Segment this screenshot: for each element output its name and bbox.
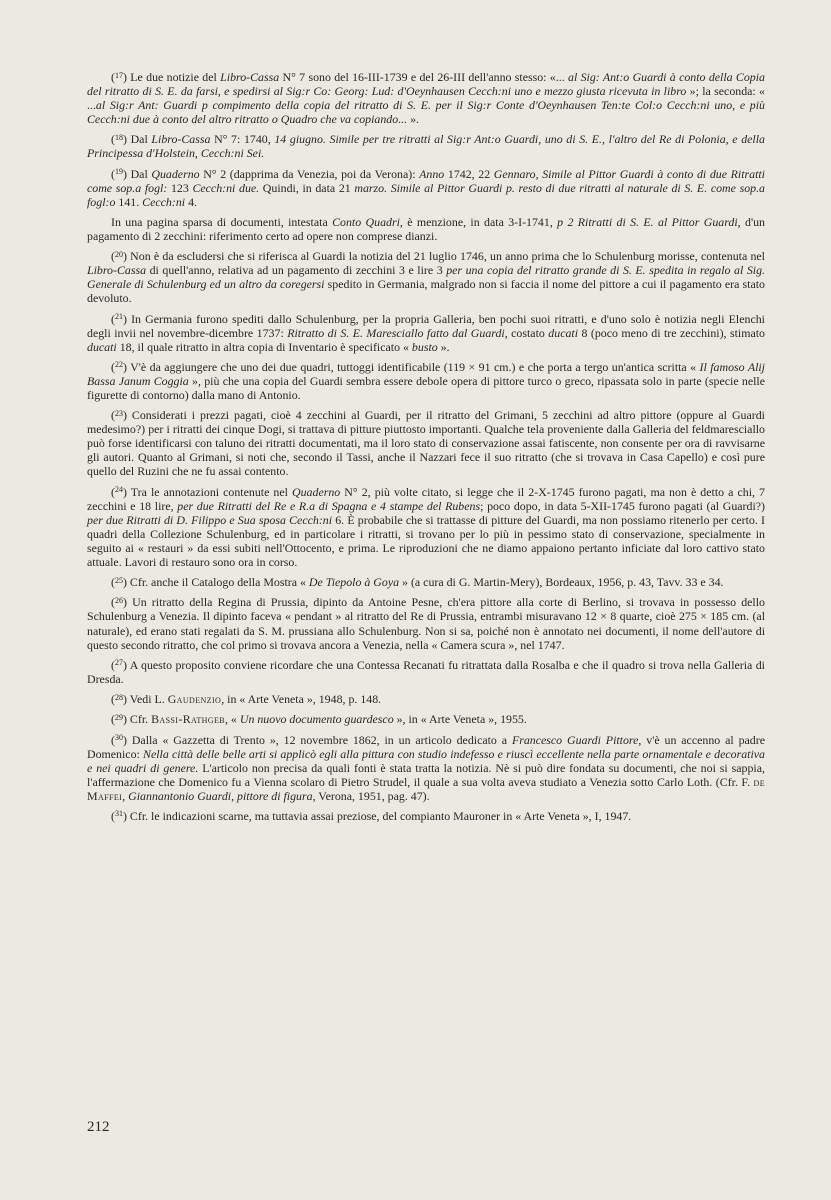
italic-text: Anno xyxy=(419,166,445,181)
note-text: di quell'anno, relativa ad un pagamento di zecchini 3 e lire 3 xyxy=(146,263,447,278)
note-text: Un ritratto della Regina di Prussia, dipinto da Antoine Pesne, ch'era pittore alla corte di Berlino, si trovava in possesso dello Schulenburg a Venezia. Il dipinto faceva « pendant » al ritratto del Re di Prussia, entrambi misuravano 12 × 8 quarte, cioè 275 × 185 cm. (al naturale), ed erano stati regalati da S. M. prussiana allo Schulenburg. Non si sa, poiché non è annotato nei documenti, il nome dell'autore di questo secondo ritratto, che col primo si trovava ancora a Venezia, nella « Camera scura », nel 1747. xyxy=(87,595,765,652)
italic-text: 14 giugno. Simile per tre ritratti al Sig:r Ant:o Guardi, uno di S. E., l'altro del Re di Polonia, e della Principessa d'Holstein, Cecch:ni Sei. xyxy=(87,132,765,161)
footnote xyxy=(87,249,765,305)
note-text: 4. xyxy=(185,194,197,209)
footnote xyxy=(87,408,765,478)
note-text: N° 2 (dapprima da Venezia, poi da Verona): xyxy=(199,166,420,181)
footnote xyxy=(87,485,765,569)
note-text: , « xyxy=(224,712,240,727)
footnotes-section xyxy=(87,70,765,829)
italic-text: Francesco Guardi Pittore xyxy=(511,732,639,747)
footnote-number: ( $^{23}$ ) xyxy=(111,409,127,418)
footnote-number: ( $^{19}$ ) xyxy=(111,167,127,176)
note-text: , in « Arte Veneta », 1948, p. 148. xyxy=(221,692,382,707)
note-text: N° 7 sono del 16-III-1739 e del 26-III dell'anno stesso: «... xyxy=(279,70,568,84)
footnote xyxy=(87,733,765,803)
italic-text: Cecch:ni due. xyxy=(192,180,260,195)
italic-text: ducati xyxy=(548,325,579,340)
note-text: spedito in Germania, malgrado non si faccia il nome del pittore a cui il pagamento era stato devoluto. xyxy=(87,277,765,306)
note-text: » (a cura di G. Martin-Mery), Bordeaux, 1956, p. 43, Tavv. 33 e 34. xyxy=(399,575,724,590)
note-text: , d'un pagamento di 2 zecchini: riferimento certo ad opere non comprese dianzi. xyxy=(87,214,765,244)
footnote-number: ( $^{25}$ ) xyxy=(111,576,127,585)
italic-text: per due Ritratti di D. Filippo e Sua sposa Cecch:ni xyxy=(87,512,333,527)
italic-text: Ritratto di S. E. Maresciallo fatto dal Guardi xyxy=(287,325,505,340)
note-text: 141. xyxy=(115,194,143,209)
note-text: A questo proposito conviene ricordare che una Contessa Recanati fu ritrattata dalla Rosalba e che il quadro si trova nella Galleria di Dresda. xyxy=(87,657,765,686)
footnote-number: ( $^{29}$ ) xyxy=(111,713,127,722)
italic-text: Libro-Cassa xyxy=(87,263,147,278)
note-text: ». xyxy=(407,112,420,127)
page-number: 212 xyxy=(87,1119,110,1135)
italic-text: al Sig:r Ant: Guardi p compimento della copia del ritratto di S. E. per il Sig:r Conte d'Oeynhausen Ten:te Col:o Cecch:ni uno, e più Cecch:ni due à conto del altro ritratto o Quadro che va copiando... xyxy=(87,98,765,127)
note-text: , v'è un accenno al padre Domenico: xyxy=(87,732,765,761)
note-text: Non è da escludersi che si riferisca al Guardi la notizia del 21 luglio 1746, un anno prima che lo Schulenburg morisse, contenuta nel xyxy=(130,249,765,264)
footnote xyxy=(87,658,765,686)
note-text: In Germania furono spediti dallo Schulenburg, per la propria Galleria, ben pochi suoi ritratti, e d'uno solo è notizia negli Elenchi degli invii nel novembre-dicembre 1737: xyxy=(87,311,765,340)
footnote xyxy=(87,712,765,726)
note-text: », in « Arte Veneta », 1955. xyxy=(393,712,527,727)
note-text: 18, il quale ritratto in altra copia di Inventario è specificato « xyxy=(116,339,412,354)
footnote xyxy=(87,132,765,160)
italic-text: Giannantonio Guardi, pittore di figura xyxy=(128,788,313,803)
footnote-number: ( $^{20}$ ) xyxy=(111,250,127,259)
author-name: Gaudenzio xyxy=(167,692,222,707)
note-text: Dal xyxy=(130,132,152,147)
italic-text: Il famoso Alij Bassa Janum Coggia xyxy=(87,359,765,389)
note-text: 123 xyxy=(167,180,193,195)
italic-text: busto xyxy=(411,339,438,354)
footnote-number: ( $^{26}$ ) xyxy=(111,596,127,605)
note-text: ; poco dopo, in data 5-XII-1745 furono pagati (al Guardi?) xyxy=(480,498,765,513)
author-name: de Maffei xyxy=(87,774,765,803)
italic-text: Libro-Cassa xyxy=(220,70,280,84)
note-text: Quindi, in data 21 xyxy=(259,180,355,195)
note-text: 6. È probabile che si trattasse di pitture del Guardi, ma non possiamo ritenerlo per certo. I quadri della Collezione Schulenburg, ed in particolare i ritratti, si trovano per lo più in pessimo stato di conservazione, specialmente in seguito ai « restauri » da essi subiti nell'Ottocento, e prima. Le riproduzioni che ne diamo appaiono pertanto inficiate dal loro cattivo stato attuale. Lavori di restauro sono ora in corso. xyxy=(87,512,765,569)
italic-text: per una copia del ritratto grande di S. E. spedita in regalo al Sig. Generale di Schulenburg ed un altro da coregersi xyxy=(87,263,766,292)
footnote xyxy=(87,692,765,706)
italic-text: ducati xyxy=(87,339,117,354)
footnote-number: ( $^{31}$ ) xyxy=(111,809,127,818)
note-text: N° 2, più volte citato, si legge che il 2-X-1745 furono pagati, ma non è detto a chi, 7 zecchini e 18 lire, xyxy=(87,484,765,513)
footnote-number: ( $^{28}$ ) xyxy=(111,693,127,702)
italic-text: Libro-Cassa xyxy=(151,132,211,147)
footnote xyxy=(87,167,765,209)
italic-text: Conto Quadri xyxy=(332,214,400,229)
note-text: Le due notizie del xyxy=(130,70,221,84)
note-text: Tra le annotazioni contenute nel xyxy=(130,484,293,499)
footnote xyxy=(87,595,765,651)
footnote xyxy=(87,575,765,589)
italic-text: Nella città delle belle arti si applicò egli alla pittura con studio indefesso e riuscì eccellente nella parte ornamentale e decorativa e nei quadri di genere. xyxy=(87,746,765,775)
note-text: V'è da aggiungere che uno dei due quadri, tuttoggi identificabile (119 × 91 cm.) e che porta a tergo un'antica scritta « xyxy=(130,359,700,374)
footnote xyxy=(87,360,765,402)
footnote xyxy=(87,312,765,354)
note-text: 1742, 22 xyxy=(444,166,494,181)
italic-text: marzo. Simile al Pittor Guardi p. resto di due ritratti al naturale di S. E. come sop.a fogl:o xyxy=(87,180,765,209)
footnote-number: ( $^{22}$ ) xyxy=(111,360,127,369)
italic-text: Un nuovo documento guardesco xyxy=(239,712,394,727)
footnote-number: ( $^{17}$ ) xyxy=(111,71,127,80)
italic-text: Gennaro, Simile al Pittor Guardi à conto di due Ritratti come sop.a fogl: xyxy=(87,166,765,195)
note-text: , Verona, 1951, pag. 47). xyxy=(312,788,430,803)
note-text: Cfr. anche il Catalogo della Mostra « xyxy=(129,575,309,590)
note-text: ». xyxy=(437,339,450,354)
footnote-number: ( $^{30}$ ) xyxy=(111,733,127,742)
note-text: , è menzione, in data 3-I-1741, xyxy=(399,214,558,229)
note-text: N° 7: 1740, xyxy=(210,132,275,147)
note-text: , xyxy=(122,788,129,803)
italic-text: al Sig: Ant:o Guardi à conto della Copia del ritratto di S. E. da farsi, e spedirsi al Sig:r Co: Georg: Lud: d'Oeynhausen Cecch:ni uno e mezzo giusta ricevuta in libro xyxy=(87,70,765,99)
footnote xyxy=(87,809,765,823)
note-text: , costato xyxy=(504,325,549,340)
footnote-number: ( $^{18}$ ) xyxy=(111,133,127,142)
note-text: Cfr. xyxy=(129,712,152,727)
note-text: »; la seconda: « ... xyxy=(87,84,765,113)
footnote xyxy=(87,70,765,126)
italic-text: Quaderno xyxy=(292,484,341,499)
note-text: », più che una copia del Guardi sembra essere debole opera di pittore turco o greco, ripassata solo in parte (specie nelle figurette di contorno) dalla mano di Antonio. xyxy=(87,374,765,403)
note-text: L'articolo non precisa da quali fonti è stata tratta la notizia. Nè si può dire fondata su documenti, che noi si sappia, l'affermazione che Domenico fu a Vienna scolaro di Pietro Strudel, il quale a sua volta aveva studiato a Venezia sotto Carlo Loth. (Cfr. F. xyxy=(87,760,765,789)
italic-text: Cecch:ni xyxy=(142,194,186,209)
footnote-number: ( $^{27}$ ) xyxy=(111,658,127,667)
italic-text: Quaderno xyxy=(151,166,200,181)
author-name: Bassi-Rathgeb xyxy=(151,712,225,727)
note-text: Considerati i prezzi pagati, cioè 4 zecchini al Guardi, per il ritratto del Grimani, 5 zecchini ad altro pittore (oppure al Guardi medesimo?) per i ritratti dei cinque Dogi, si trattava di pitture piuttosto importanti. Qualche tela proveniente dalla Galleria del feldmaresciallo può forse identificarsi con taluno dei ritratti documentati, ma il loro stato di conservazione assai fatiscente, non consente per ora di ravvisarne gli autori. Quanto al Grimani, si noti che, secondo il Tassi, anche il Nazzari fece il suo ritratto (che si trovava in Casa Capello) e così pure quello del Ruzini che ne fu assai contento. xyxy=(87,408,765,479)
italic-text: De Tiepolo à Goya xyxy=(308,575,400,590)
note-text: Dal xyxy=(130,166,152,181)
note-text: Vedi L. xyxy=(129,692,168,707)
note-text: Dalla « Gazzetta di Trento », 12 novembre 1862, in un articolo dedicato a xyxy=(131,732,512,747)
footnote-number: ( $^{21}$ ) xyxy=(111,312,127,321)
italic-text: per due Ritratti del Re e R.a di Spagna e 4 stampe del Rubens xyxy=(177,498,481,513)
footnote-number: ( $^{24}$ ) xyxy=(111,485,127,494)
italic-text: p 2 Ritratti di S. E. al Pittor Guardi xyxy=(557,214,738,229)
note-text: 8 (poco meno di tre zecchini), stimato xyxy=(578,325,765,340)
footnote-continuation xyxy=(87,215,765,243)
note-text: In una pagina sparsa di documenti, intestata xyxy=(111,214,333,229)
note-text: Cfr. le indicazioni scarne, ma tuttavia assai preziose, del compianto Mauroner in « Arte Veneta », I, 1947. xyxy=(129,808,632,823)
